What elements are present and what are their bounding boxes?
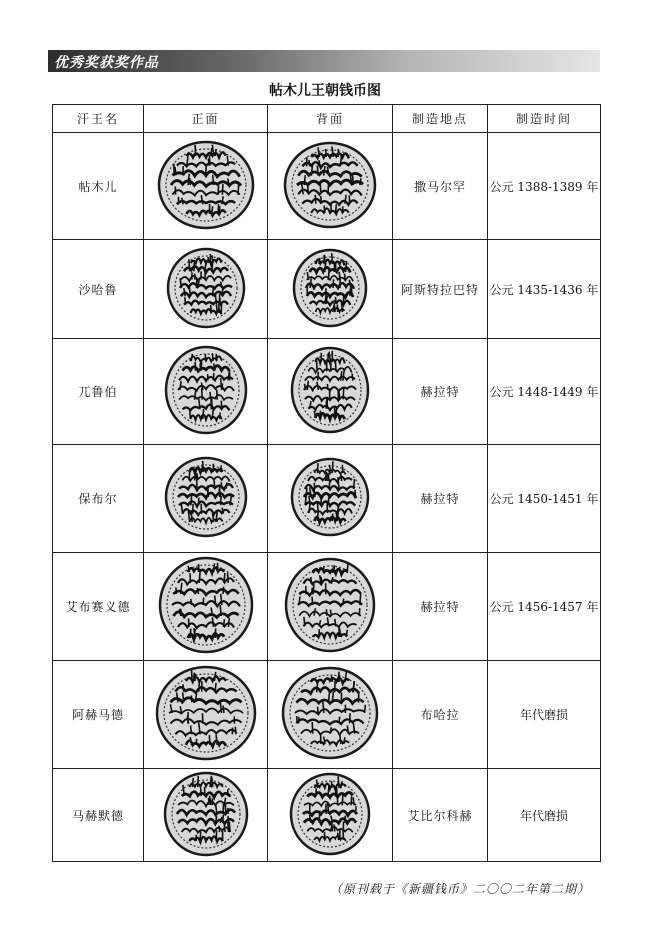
mint-time: 公元 1388-1389 年	[488, 133, 601, 240]
mint-place: 赫拉特	[393, 445, 488, 553]
mint-place: 阿斯特拉巴特	[393, 240, 488, 339]
coin-obverse-image	[163, 771, 249, 857]
mint-place: 艾比尔科赫	[393, 769, 488, 862]
mint-place: 赫拉特	[393, 553, 488, 661]
coin-obverse-cell	[144, 445, 268, 553]
coin-reverse-image	[284, 557, 376, 653]
ruler-name: 兀鲁伯	[53, 339, 144, 445]
coin-obverse-image	[166, 247, 246, 329]
coin-reverse-image	[292, 248, 368, 328]
table-header-row	[53, 105, 601, 133]
ruler-name: 艾布赛义德	[53, 553, 144, 661]
coin-reverse-image	[289, 772, 371, 856]
coin-reverse-cell	[268, 133, 393, 240]
coin-obverse-image	[164, 456, 248, 538]
coin-table	[52, 104, 601, 862]
table-row	[53, 445, 601, 553]
table-row	[53, 769, 601, 862]
table-row	[53, 339, 601, 445]
coin-obverse-cell	[144, 769, 268, 862]
header-ruler: 汗王名	[53, 105, 144, 133]
mint-time: 公元 1448-1449 年	[488, 339, 601, 445]
table-row	[53, 240, 601, 339]
section-banner	[48, 50, 600, 72]
header-time: 制造时间	[488, 105, 601, 133]
coin-reverse-image	[290, 457, 370, 537]
coin-reverse-cell	[268, 661, 393, 769]
ruler-name: 沙哈鲁	[53, 240, 144, 339]
table-row	[53, 133, 601, 240]
table-row	[53, 553, 601, 661]
mint-time: 公元 1456-1457 年	[488, 553, 601, 661]
ruler-name: 帖木儿	[53, 133, 144, 240]
mint-time: 公元 1450-1451 年	[488, 445, 601, 553]
mint-time: 公元 1435-1436 年	[488, 240, 601, 339]
source-caption: （原刊载于《新疆钱币》二〇〇二年第二期）	[330, 882, 591, 896]
header-reverse: 背面	[268, 105, 393, 133]
coin-reverse-cell	[268, 553, 393, 661]
mint-time: 年代磨损	[488, 769, 601, 862]
table-row	[53, 661, 601, 769]
coin-reverse-cell	[268, 769, 393, 862]
coin-obverse-cell	[144, 133, 268, 240]
page-title: 帖木儿王朝钱币图	[269, 83, 381, 99]
ruler-name: 马赫默德	[53, 769, 144, 862]
coin-reverse-image	[283, 141, 377, 229]
coin-obverse-image	[164, 345, 248, 435]
mint-place: 赫拉特	[393, 339, 488, 445]
coin-reverse-cell	[268, 240, 393, 339]
header-place: 制造地点	[393, 105, 488, 133]
mint-place: 布哈拉	[393, 661, 488, 769]
coin-reverse-image	[281, 666, 379, 760]
coin-obverse-cell	[144, 240, 268, 339]
coin-obverse-image	[157, 140, 255, 230]
mint-time: 年代磨损	[488, 661, 601, 769]
coin-obverse-image	[158, 556, 254, 654]
coin-reverse-cell	[268, 339, 393, 445]
ruler-name: 保布尔	[53, 445, 144, 553]
coin-reverse-cell	[268, 445, 393, 553]
coin-obverse-cell	[144, 661, 268, 769]
mint-place: 撒马尔罕	[393, 133, 488, 240]
ruler-name: 阿赫马德	[53, 661, 144, 769]
banner-text: 优秀奖获奖作品	[54, 55, 159, 71]
header-obverse: 正面	[144, 105, 268, 133]
coin-reverse-image	[290, 346, 370, 434]
coin-obverse-cell	[144, 339, 268, 445]
coin-obverse-cell	[144, 553, 268, 661]
coin-obverse-image	[155, 665, 257, 761]
